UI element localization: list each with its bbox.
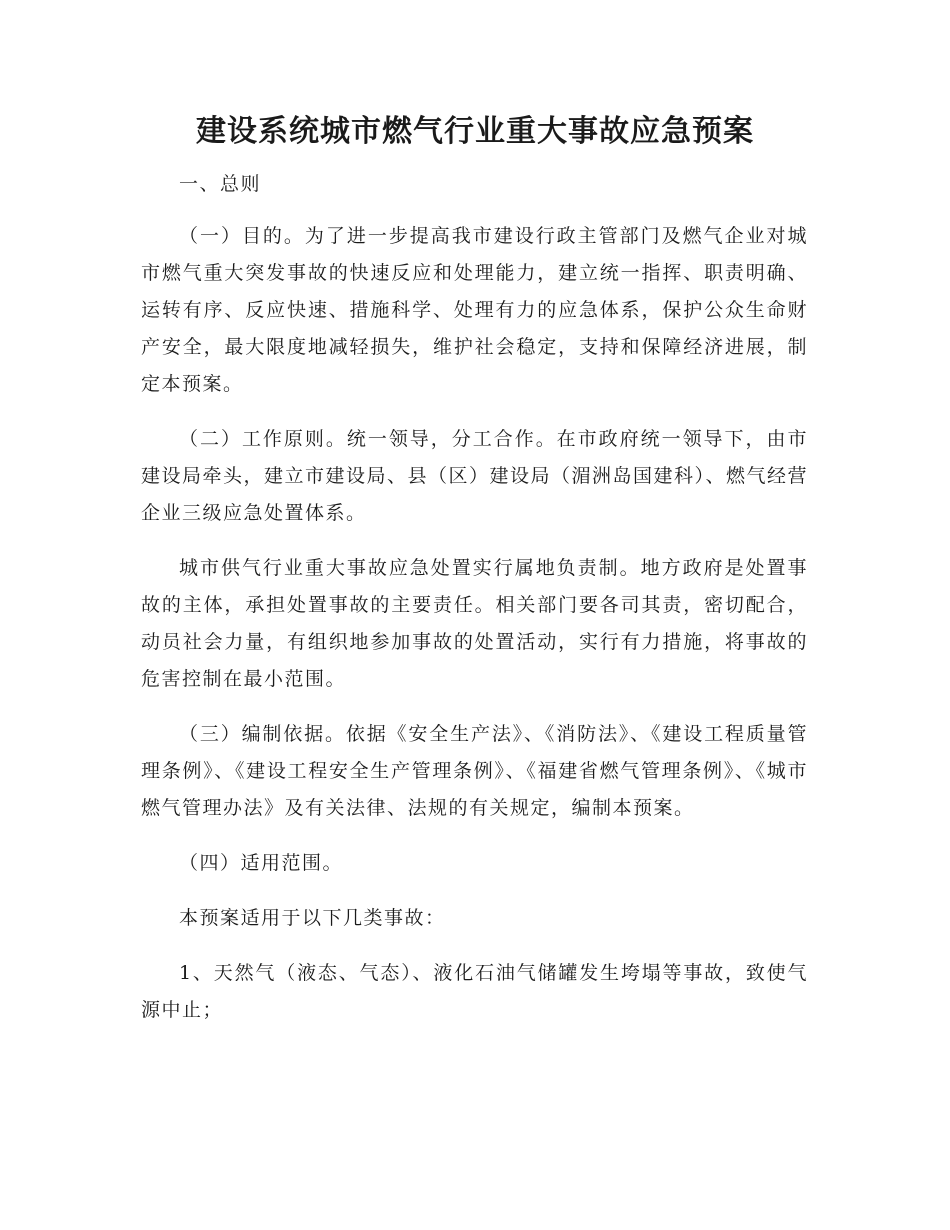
paragraph-scope-intro: 本预案适用于以下几类事故：: [179, 907, 446, 929]
paragraph-scope-item-1: 1、天然气（液态、气态）、液化石油气储罐发生垮塌等事故，致使气源中止；: [141, 962, 808, 1021]
paragraph-purpose: （一）目的。为了进一步提高我市建设行政主管部门及燃气企业对城市燃气重大突发事故的快速反应和处理能力，建立统一指挥、职责明确、运转有序、反应快速、措施科学、处理有力的应急体系，保护公众生命财产安全，最大限度地减轻损失，维护社会稳定，支持和保障经济进展，制定本预案。: [141, 225, 808, 395]
paragraph-responsibility: 城市供气行业重大事故应急处置实行属地负责制。地方政府是处置事故的主体，承担处置事故的主要责任。相关部门要各司其责，密切配合，动员社会力量，有组织地参加事故的处置活动，实行有力措施，将事故的危害控制在最小范围。: [141, 557, 808, 690]
paragraph-principles: （二）工作原则。统一领导，分工合作。在市政府统一领导下，由市建设局牵头，建立市建设局、县（区）建设局（湄洲岛国建科）、燃气经营企业三级应急处置体系。: [141, 428, 809, 524]
document-title: 建设系统城市燃气行业重大事故应急预案: [196, 114, 754, 149]
paragraph-scope-heading: （四）适用范围。: [179, 852, 344, 874]
paragraph-basis: （三）编制依据。依据《安全生产法》、《消防法》、《建设工程质量管理条例》、《建设工程安全生产管理条例》、《福建省燃气管理条例》、《城市燃气管理办法》及有关法律、法规的有关规定，编制本预案。: [141, 723, 808, 819]
document-body: [141, 168, 808, 1047]
section-heading: 一、总则: [179, 173, 262, 195]
